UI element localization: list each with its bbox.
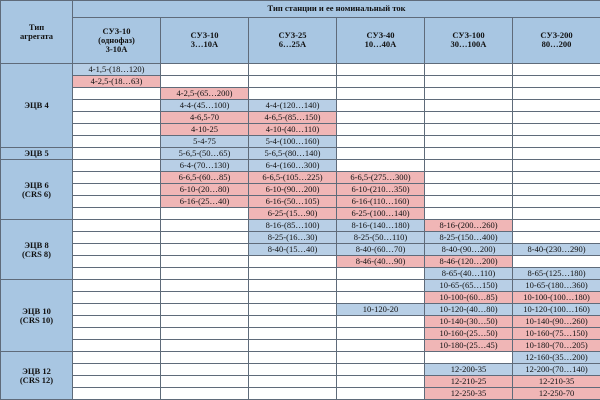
- table-row: [1, 136, 600, 148]
- table-row: [1, 364, 600, 376]
- empty-cell: [513, 184, 600, 196]
- header-column-4-line2: 10…40А: [364, 39, 397, 50]
- table-row: [1, 328, 600, 340]
- header-column-1: [73, 17, 161, 63]
- empty-cell: [513, 112, 600, 124]
- pump-model-label: 4-6,5-70: [189, 112, 220, 123]
- pump-model-cell: [337, 208, 425, 220]
- pump-model-label: 4-1,5-(18…120): [88, 64, 145, 75]
- row-group-label-5-line1: ЭЦВ 10: [22, 305, 51, 316]
- empty-cell: [337, 124, 425, 136]
- table-row: [1, 232, 600, 244]
- pump-model-cell: [249, 232, 337, 244]
- pump-model-cell: [249, 160, 337, 172]
- header-corner-line1: Тип: [28, 22, 45, 33]
- table-row: [1, 376, 600, 388]
- pump-model-label: 4-6,5-(85…150): [264, 112, 321, 123]
- empty-cell: [337, 148, 425, 160]
- pump-model-cell: [249, 196, 337, 208]
- empty-cell: [513, 232, 600, 244]
- row-group-label-4-line1: ЭЦВ 8: [24, 239, 49, 250]
- empty-cell: [337, 292, 425, 304]
- table-row: [1, 148, 600, 160]
- pump-model-label: 4-10-25: [191, 124, 218, 135]
- empty-cell: [73, 256, 161, 268]
- pump-model-label: 8-40-(90…200): [441, 244, 496, 255]
- empty-cell: [249, 388, 337, 400]
- row-group-label-3-line1: ЭЦВ 6: [24, 179, 49, 190]
- pump-model-cell: [161, 112, 249, 124]
- row-group-label-6-line1: ЭЦВ 12: [22, 365, 51, 376]
- pump-model-cell: [513, 304, 600, 316]
- table-row: [1, 304, 600, 316]
- row-group-label-5: [1, 280, 73, 352]
- pump-model-cell: [425, 232, 513, 244]
- row-group-label-6: [1, 352, 73, 400]
- pump-model-label: 8-25-(150…400): [439, 232, 498, 243]
- empty-cell: [73, 316, 161, 328]
- pump-model-label: 6-4-(70…130): [179, 160, 230, 171]
- pump-model-label: 8-16-(200…260): [439, 220, 498, 231]
- pump-model-label: 12-250-35: [450, 388, 487, 399]
- pump-model-label: 5-6,5-(50…65): [178, 148, 231, 159]
- empty-cell: [337, 352, 425, 364]
- empty-cell: [249, 340, 337, 352]
- pump-model-label: 6-16-(110…160): [351, 196, 410, 207]
- empty-cell: [337, 112, 425, 124]
- empty-cell: [161, 76, 249, 88]
- pump-model-label: 8-46-(120…200): [439, 256, 498, 267]
- empty-cell: [513, 124, 600, 136]
- pump-model-cell: [337, 172, 425, 184]
- empty-cell: [249, 376, 337, 388]
- pump-model-label: 5-4-75: [193, 136, 216, 147]
- pump-model-label: 8-40-(15…40): [267, 244, 318, 255]
- pump-model-cell: [425, 328, 513, 340]
- pump-model-cell: [425, 388, 513, 400]
- pump-model-label: 4-4-(120…140): [265, 100, 320, 111]
- pump-model-label: 10-180-(25…45): [439, 340, 498, 351]
- pump-model-cell: [513, 364, 600, 376]
- header-column-3-line2: 6…25А: [278, 39, 307, 50]
- pump-model-cell: [425, 256, 513, 268]
- table-row: [1, 268, 600, 280]
- pump-model-label: 10-65-(180…360): [525, 280, 588, 291]
- pump-model-label: 12-160-(35…200): [525, 352, 588, 363]
- empty-cell: [161, 304, 249, 316]
- empty-cell: [73, 280, 161, 292]
- empty-cell: [73, 100, 161, 112]
- empty-cell: [249, 316, 337, 328]
- empty-cell: [337, 88, 425, 100]
- empty-cell: [249, 304, 337, 316]
- pump-model-cell: [425, 280, 513, 292]
- pump-model-cell: [337, 196, 425, 208]
- table-row: [1, 256, 600, 268]
- pump-model-label: 8-40-(230…290): [527, 244, 586, 255]
- empty-cell: [161, 388, 249, 400]
- empty-cell: [161, 268, 249, 280]
- empty-cell: [161, 316, 249, 328]
- pump-model-label: 6-6,5-(105…225): [262, 172, 323, 183]
- empty-cell: [425, 88, 513, 100]
- table-row: [1, 340, 600, 352]
- pump-model-cell: [513, 352, 600, 364]
- pump-model-cell: [425, 220, 513, 232]
- pump-model-cell: [249, 220, 337, 232]
- pump-model-cell: [425, 268, 513, 280]
- empty-cell: [249, 88, 337, 100]
- header-column-5-line1: СУЗ-100: [452, 30, 485, 41]
- pump-model-cell: [337, 184, 425, 196]
- empty-cell: [73, 340, 161, 352]
- empty-cell: [73, 268, 161, 280]
- header-corner-line2: агрегата: [19, 31, 54, 41]
- empty-cell: [513, 88, 600, 100]
- empty-cell: [161, 280, 249, 292]
- empty-cell: [161, 208, 249, 220]
- empty-cell: [73, 292, 161, 304]
- table-row: [1, 124, 600, 136]
- header-column-5: [425, 17, 513, 63]
- pump-model-cell: [161, 88, 249, 100]
- row-group-label-4-line2: (CRS 8): [21, 248, 52, 259]
- empty-cell: [73, 196, 161, 208]
- pump-model-cell: [337, 244, 425, 256]
- empty-cell: [513, 220, 600, 232]
- empty-cell: [513, 160, 600, 172]
- empty-cell: [249, 256, 337, 268]
- empty-cell: [513, 172, 600, 184]
- empty-cell: [425, 136, 513, 148]
- pump-model-label: 10-120-(40…80): [439, 304, 498, 315]
- empty-cell: [425, 148, 513, 160]
- empty-cell: [73, 304, 161, 316]
- table-row: [1, 184, 600, 196]
- table-row: [1, 64, 600, 76]
- pump-model-label: 8-65-(40…110): [441, 268, 496, 279]
- empty-cell: [161, 292, 249, 304]
- empty-cell: [337, 328, 425, 340]
- pump-model-cell: [513, 340, 600, 352]
- header-column-1-line1: СУЗ-10: [102, 25, 131, 36]
- pump-model-label: 10-180-(70…205): [525, 340, 588, 351]
- table-row: [1, 316, 600, 328]
- pump-model-cell: [249, 244, 337, 256]
- empty-cell: [425, 184, 513, 196]
- header-column-3: [249, 17, 337, 63]
- pump-model-label: 6-4-(160…300): [265, 160, 320, 171]
- pump-model-label: 10-140-(90…260): [525, 316, 588, 327]
- pump-model-label: 10-100-(60…85): [439, 292, 498, 303]
- pump-model-cell: [337, 232, 425, 244]
- pump-model-label: 10-140-(30…50): [439, 316, 498, 327]
- empty-cell: [161, 64, 249, 76]
- empty-cell: [73, 112, 161, 124]
- pump-model-label: 12-250-70: [538, 388, 575, 399]
- pump-model-cell: [249, 124, 337, 136]
- empty-cell: [73, 220, 161, 232]
- empty-cell: [161, 256, 249, 268]
- pump-model-cell: [249, 112, 337, 124]
- empty-cell: [337, 64, 425, 76]
- empty-cell: [73, 172, 161, 184]
- pump-model-cell: [249, 100, 337, 112]
- empty-cell: [425, 64, 513, 76]
- pump-model-cell: [161, 184, 249, 196]
- pump-model-label: 8-16-(85…100): [265, 220, 320, 231]
- pump-model-label: 8-65-(125…180): [527, 268, 586, 279]
- header-column-2: [161, 17, 249, 63]
- row-group-label-5-line2: (CRS 10): [19, 314, 54, 325]
- empty-cell: [73, 184, 161, 196]
- header-corner-agregat-type: [1, 1, 73, 64]
- pump-model-label: 6-6,5-(60…85): [178, 172, 231, 183]
- empty-cell: [161, 340, 249, 352]
- empty-cell: [425, 76, 513, 88]
- row-group-label-3-line2: (CRS 6): [21, 188, 52, 199]
- empty-cell: [513, 148, 600, 160]
- pump-model-label: 5-4-(100…160): [265, 136, 320, 147]
- empty-cell: [73, 328, 161, 340]
- row-group-label-4: [1, 220, 73, 280]
- pump-model-cell: [513, 376, 600, 388]
- pump-model-label: 4-10-(40…110): [265, 124, 320, 135]
- table-row: [1, 88, 600, 100]
- empty-cell: [337, 340, 425, 352]
- header-column-5-line2: 30…100А: [450, 39, 487, 50]
- pump-model-cell: [161, 124, 249, 136]
- pump-model-cell: [425, 340, 513, 352]
- header-column-1-line3: 3-10А: [105, 43, 128, 54]
- pump-model-cell: [249, 172, 337, 184]
- empty-cell: [73, 124, 161, 136]
- empty-cell: [337, 376, 425, 388]
- pump-model-label: 8-40-(60…70): [355, 244, 406, 255]
- pump-model-cell: [337, 220, 425, 232]
- pump-model-cell: [513, 292, 600, 304]
- empty-cell: [337, 280, 425, 292]
- pump-model-cell: [161, 100, 249, 112]
- table-row: [1, 280, 600, 292]
- table-row: [1, 160, 600, 172]
- pump-model-label: 5-6,5-(80…140): [264, 148, 321, 159]
- empty-cell: [425, 196, 513, 208]
- empty-cell: [249, 328, 337, 340]
- empty-cell: [513, 256, 600, 268]
- header-column-6: [513, 17, 600, 63]
- table-row: [1, 172, 600, 184]
- row-group-label-1-line1: ЭЦВ 4: [24, 100, 49, 111]
- empty-cell: [73, 352, 161, 364]
- header-column-6-line2: 80…200: [541, 39, 572, 50]
- pump-model-cell: [161, 136, 249, 148]
- empty-cell: [513, 100, 600, 112]
- empty-cell: [425, 172, 513, 184]
- empty-cell: [73, 232, 161, 244]
- pump-model-cell: [513, 316, 600, 328]
- pump-model-cell: [425, 292, 513, 304]
- empty-cell: [73, 244, 161, 256]
- table-row: [1, 220, 600, 232]
- pump-model-cell: [425, 364, 513, 376]
- pump-model-cell: [161, 160, 249, 172]
- header-column-1-line2: (однофаз): [98, 34, 135, 45]
- pump-model-label: 12-200-35: [450, 364, 487, 375]
- pump-model-cell: [513, 388, 600, 400]
- empty-cell: [337, 388, 425, 400]
- empty-cell: [161, 364, 249, 376]
- pump-model-cell: [425, 304, 513, 316]
- empty-cell: [513, 208, 600, 220]
- table-row: [1, 196, 600, 208]
- pump-model-label: 8-25-(16…30): [267, 232, 318, 243]
- empty-cell: [337, 364, 425, 376]
- pump-model-cell: [425, 376, 513, 388]
- empty-cell: [249, 292, 337, 304]
- pump-model-label: 10-100-(100…180): [523, 292, 590, 303]
- empty-cell: [249, 76, 337, 88]
- empty-cell: [425, 160, 513, 172]
- empty-cell: [73, 208, 161, 220]
- pump-model-cell: [161, 196, 249, 208]
- empty-cell: [73, 388, 161, 400]
- pump-model-cell: [73, 64, 161, 76]
- pump-model-label: 10-120-20: [362, 304, 399, 315]
- pump-model-cell: [337, 304, 425, 316]
- row-group-label-2: [1, 148, 73, 160]
- table-row: [1, 388, 600, 400]
- empty-cell: [73, 376, 161, 388]
- empty-cell: [249, 268, 337, 280]
- empty-cell: [425, 112, 513, 124]
- table-row: [1, 244, 600, 256]
- empty-cell: [513, 136, 600, 148]
- empty-cell: [161, 220, 249, 232]
- empty-cell: [425, 352, 513, 364]
- pump-model-cell: [513, 280, 600, 292]
- pump-model-cell: [513, 328, 600, 340]
- table-row: [1, 352, 600, 364]
- empty-cell: [249, 64, 337, 76]
- empty-cell: [161, 352, 249, 364]
- empty-cell: [337, 316, 425, 328]
- empty-cell: [337, 160, 425, 172]
- header-column-4-line1: СУЗ-40: [366, 30, 395, 41]
- pump-model-label: 10-160-(75…150): [525, 328, 588, 339]
- header-column-6-line1: СУЗ-200: [540, 30, 573, 41]
- pump-model-cell: [161, 148, 249, 160]
- header-column-4: [337, 17, 425, 63]
- empty-cell: [161, 376, 249, 388]
- empty-cell: [73, 88, 161, 100]
- header-column-2-line1: СУЗ-10: [190, 30, 219, 41]
- empty-cell: [425, 100, 513, 112]
- table-row: [1, 292, 600, 304]
- empty-cell: [337, 100, 425, 112]
- pump-model-label: 8-16-(140…180): [351, 220, 410, 231]
- empty-cell: [425, 124, 513, 136]
- pump-model-label: 12-200-(70…140): [525, 364, 588, 375]
- row-group-label-6-line2: (CRS 12): [19, 374, 54, 385]
- pump-model-label: 4-2,5-(65…200): [176, 88, 233, 99]
- header-column-3-line1: СУЗ-25: [278, 30, 307, 41]
- pump-model-cell: [249, 184, 337, 196]
- pump-model-label: 4-4-(45…100): [179, 100, 230, 111]
- empty-cell: [161, 232, 249, 244]
- empty-cell: [249, 280, 337, 292]
- pump-model-label: 8-46-(40…90): [355, 256, 406, 267]
- row-group-label-2-line1: ЭЦВ 5: [24, 148, 49, 159]
- empty-cell: [249, 364, 337, 376]
- empty-cell: [73, 364, 161, 376]
- empty-cell: [337, 136, 425, 148]
- empty-cell: [513, 196, 600, 208]
- empty-cell: [513, 76, 600, 88]
- header-column-2-line2: 3…10А: [190, 39, 219, 50]
- empty-cell: [337, 76, 425, 88]
- empty-cell: [161, 244, 249, 256]
- pump-model-cell: [249, 208, 337, 220]
- pump-model-cell: [513, 244, 600, 256]
- pump-model-label: 10-120-(100…160): [523, 304, 590, 315]
- empty-cell: [513, 64, 600, 76]
- pump-model-label: 10-65-(65…150): [439, 280, 498, 291]
- table-row: [1, 76, 600, 88]
- empty-cell: [73, 136, 161, 148]
- row-group-label-1: [1, 64, 73, 148]
- row-group-label-3: [1, 160, 73, 220]
- pump-model-cell: [425, 244, 513, 256]
- pump-model-label: 6-25-(15…90): [267, 208, 318, 219]
- pump-model-cell: [161, 172, 249, 184]
- pump-model-label: 6-6,5-(275…300): [350, 172, 411, 183]
- table-row: [1, 112, 600, 124]
- empty-cell: [337, 268, 425, 280]
- pump-model-label: 6-10-(20…80): [179, 184, 230, 195]
- pump-model-label: 6-25-(100…140): [351, 208, 410, 219]
- pump-model-label: 10-160-(25…50): [439, 328, 498, 339]
- pump-model-label: 6-16-(50…105): [265, 196, 320, 207]
- empty-cell: [73, 148, 161, 160]
- table-row: [1, 100, 600, 112]
- pump-model-label: 6-10-(90…200): [265, 184, 320, 195]
- header-station-type-title: Тип станции и ее номинальный ток: [73, 1, 600, 18]
- pump-model-cell: [337, 256, 425, 268]
- empty-cell: [161, 328, 249, 340]
- pump-model-label: 12-210-25: [450, 376, 487, 387]
- pump-model-cell: [425, 316, 513, 328]
- pump-model-cell: [249, 148, 337, 160]
- table-row: [1, 208, 600, 220]
- pump-model-cell: [513, 268, 600, 280]
- empty-cell: [425, 208, 513, 220]
- pump-model-label: 4-2,5-(18…63): [90, 76, 143, 87]
- pump-model-label: 6-10-(210…350): [351, 184, 410, 195]
- empty-cell: [249, 352, 337, 364]
- empty-cell: [73, 160, 161, 172]
- pump-model-cell: [73, 76, 161, 88]
- pump-model-cell: [249, 136, 337, 148]
- pump-model-label: 12-210-35: [538, 376, 575, 387]
- pump-model-label: 6-16-(25…40): [179, 196, 230, 207]
- pump-model-label: 8-25-(50…110): [353, 232, 408, 243]
